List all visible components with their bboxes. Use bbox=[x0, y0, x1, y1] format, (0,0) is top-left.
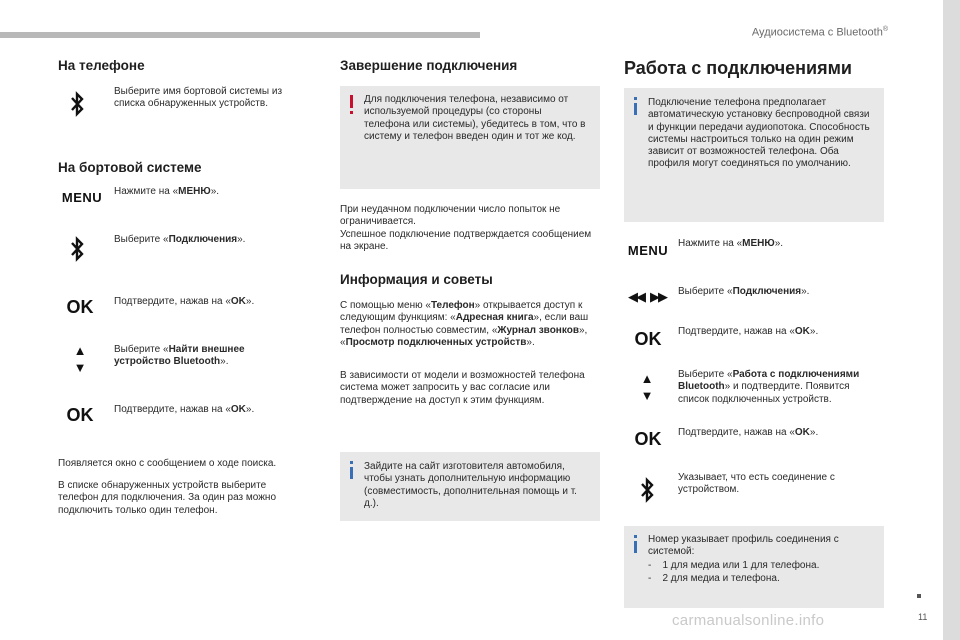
step-manage-bluetooth-connections: Выберите «Работа с подключениями Bluetooth» и подтвердите. Появится список подключенных устройств. bbox=[678, 369, 860, 405]
step-press-menu: Нажмите на «МЕНЮ». bbox=[678, 238, 784, 249]
watermark: carmanualsonline.info bbox=[672, 612, 825, 629]
step-confirm-ok-2: Подтвердите, нажав на «OK». bbox=[678, 427, 819, 438]
ok-button-icon: OK bbox=[634, 328, 662, 349]
arrow-up-icon: ▲ bbox=[73, 343, 87, 358]
page-number: 11 bbox=[918, 612, 928, 622]
ok-button-icon: OK bbox=[66, 296, 94, 317]
step-select-system-name: Выберите имя бортовой системы из списка обнаруженных устройств. bbox=[114, 86, 283, 110]
arrow-up-icon: ▲ bbox=[640, 371, 654, 386]
step-confirm-ok: Подтвердите, нажав на «OK». bbox=[678, 326, 819, 337]
phone-menu-functions: С помощью меню «Телефон» открывается доступ к следующим функциям: «Адресная книга», если ваш телефон полностью совместим, «Журнал звонков», «Просмотр подключенных устройств». bbox=[340, 300, 589, 348]
search-progress-note: Появляется окно с сообщением о ходе поиска. bbox=[58, 458, 277, 469]
failed-pairing-note: При неудачном подключении число попыток не ограничивается. bbox=[340, 204, 561, 228]
step-find-bluetooth-device: Выберите «Найти внешнее устройство Bluetooth». bbox=[114, 344, 245, 368]
profile-option-2: - 2 для медиа и телефона. bbox=[648, 573, 780, 584]
section-title-on-system: На бортовой системе bbox=[58, 160, 202, 175]
step-confirm-ok: Подтвердите, нажав на «OK». bbox=[114, 296, 255, 307]
select-phone-note: В списке обнаруженных устройств выберите телефон для подключения. За один раз можно подключить только один телефон. bbox=[58, 480, 277, 516]
connection-indicator-note: Указывает, что есть соединение с устройством. bbox=[678, 472, 835, 496]
info-icon-dot bbox=[350, 461, 353, 464]
warning-box bbox=[340, 86, 600, 189]
up-down-arrows-icon bbox=[70, 344, 90, 374]
profile-option-1: - 1 для медиа или 1 для телефона. bbox=[648, 560, 820, 571]
arrow-down-icon: ▼ bbox=[73, 360, 87, 375]
info-box-profiles bbox=[624, 88, 884, 222]
warning-text: Для подключения телефона, незавиcимо от используемой процедуры (со стороны телефона или системы), убедитесь в том, что в систему и телефон введен один и тот же код. bbox=[364, 94, 586, 142]
ok-button-icon: OK bbox=[634, 428, 662, 449]
page-marker bbox=[917, 594, 921, 598]
menu-button-icon: MENU bbox=[627, 242, 669, 258]
step-press-menu: Нажмите на «МЕНЮ». bbox=[114, 186, 220, 197]
model-dependency-note: В зависимости от модели и возможностей телефона система может запросить у вас согласие или подтверждение на доступ к этим функциям. bbox=[340, 370, 585, 406]
bluetooth-icon bbox=[62, 233, 92, 265]
info-icon bbox=[634, 541, 637, 553]
ok-button-icon: OK bbox=[66, 404, 94, 425]
menu-button-icon: MENU bbox=[61, 189, 103, 205]
next-icon: ▶▶ bbox=[650, 289, 666, 304]
bluetooth-icon bbox=[632, 474, 662, 506]
section-title-finish-pairing: Завершение подключения bbox=[340, 58, 518, 73]
step-select-connections: Выберите «Подключения». bbox=[114, 234, 246, 245]
section-title-manage-connections: Работа с подключениями bbox=[624, 58, 852, 78]
section-title-on-phone: На телефоне bbox=[58, 58, 145, 73]
arrow-down-icon: ▼ bbox=[640, 388, 654, 403]
info-box-profile-number bbox=[624, 526, 884, 608]
warning-icon bbox=[350, 95, 353, 108]
info-icon bbox=[350, 467, 353, 479]
section-title-info-tips: Информация и советы bbox=[340, 272, 493, 287]
info-icon-dot bbox=[634, 535, 637, 538]
profile-number-title: Номер указывает профиль соединения с системой: bbox=[648, 534, 839, 558]
prev-next-arrows-icon bbox=[624, 288, 670, 306]
info-text-profiles: Подключение телефона предполагает автоматическую установку беспроводной связи и функции передачи аудиопотока. Способность системы настроиться только на один режим зависит от возможностей телефона. Оба профиля могут соединяться по умолчанию. bbox=[648, 97, 870, 170]
previous-icon: ◀◀ bbox=[628, 289, 644, 304]
bluetooth-icon bbox=[62, 88, 92, 120]
up-down-arrows-icon bbox=[637, 372, 657, 402]
step-confirm-ok-2: Подтвердите, нажав на «OK». bbox=[114, 404, 255, 415]
header-rule bbox=[0, 32, 480, 38]
info-text: Зайдите на сайт изготовителя автомобиля, чтобы узнать дополнительную информацию (совместимость, дополнительная помощь и т. д.). bbox=[364, 461, 577, 509]
success-pairing-note: Успешное подключение подтверждается сообщением на экране. bbox=[340, 229, 592, 253]
section-header: Аудиосистема с Bluetooth® bbox=[751, 26, 888, 39]
warning-icon-dot bbox=[350, 111, 353, 114]
step-select-connections: Выберите «Подключения». bbox=[678, 286, 810, 297]
info-box bbox=[340, 452, 600, 521]
info-icon bbox=[634, 103, 637, 115]
page-edge-strip bbox=[943, 0, 960, 640]
info-icon-dot bbox=[634, 97, 637, 100]
